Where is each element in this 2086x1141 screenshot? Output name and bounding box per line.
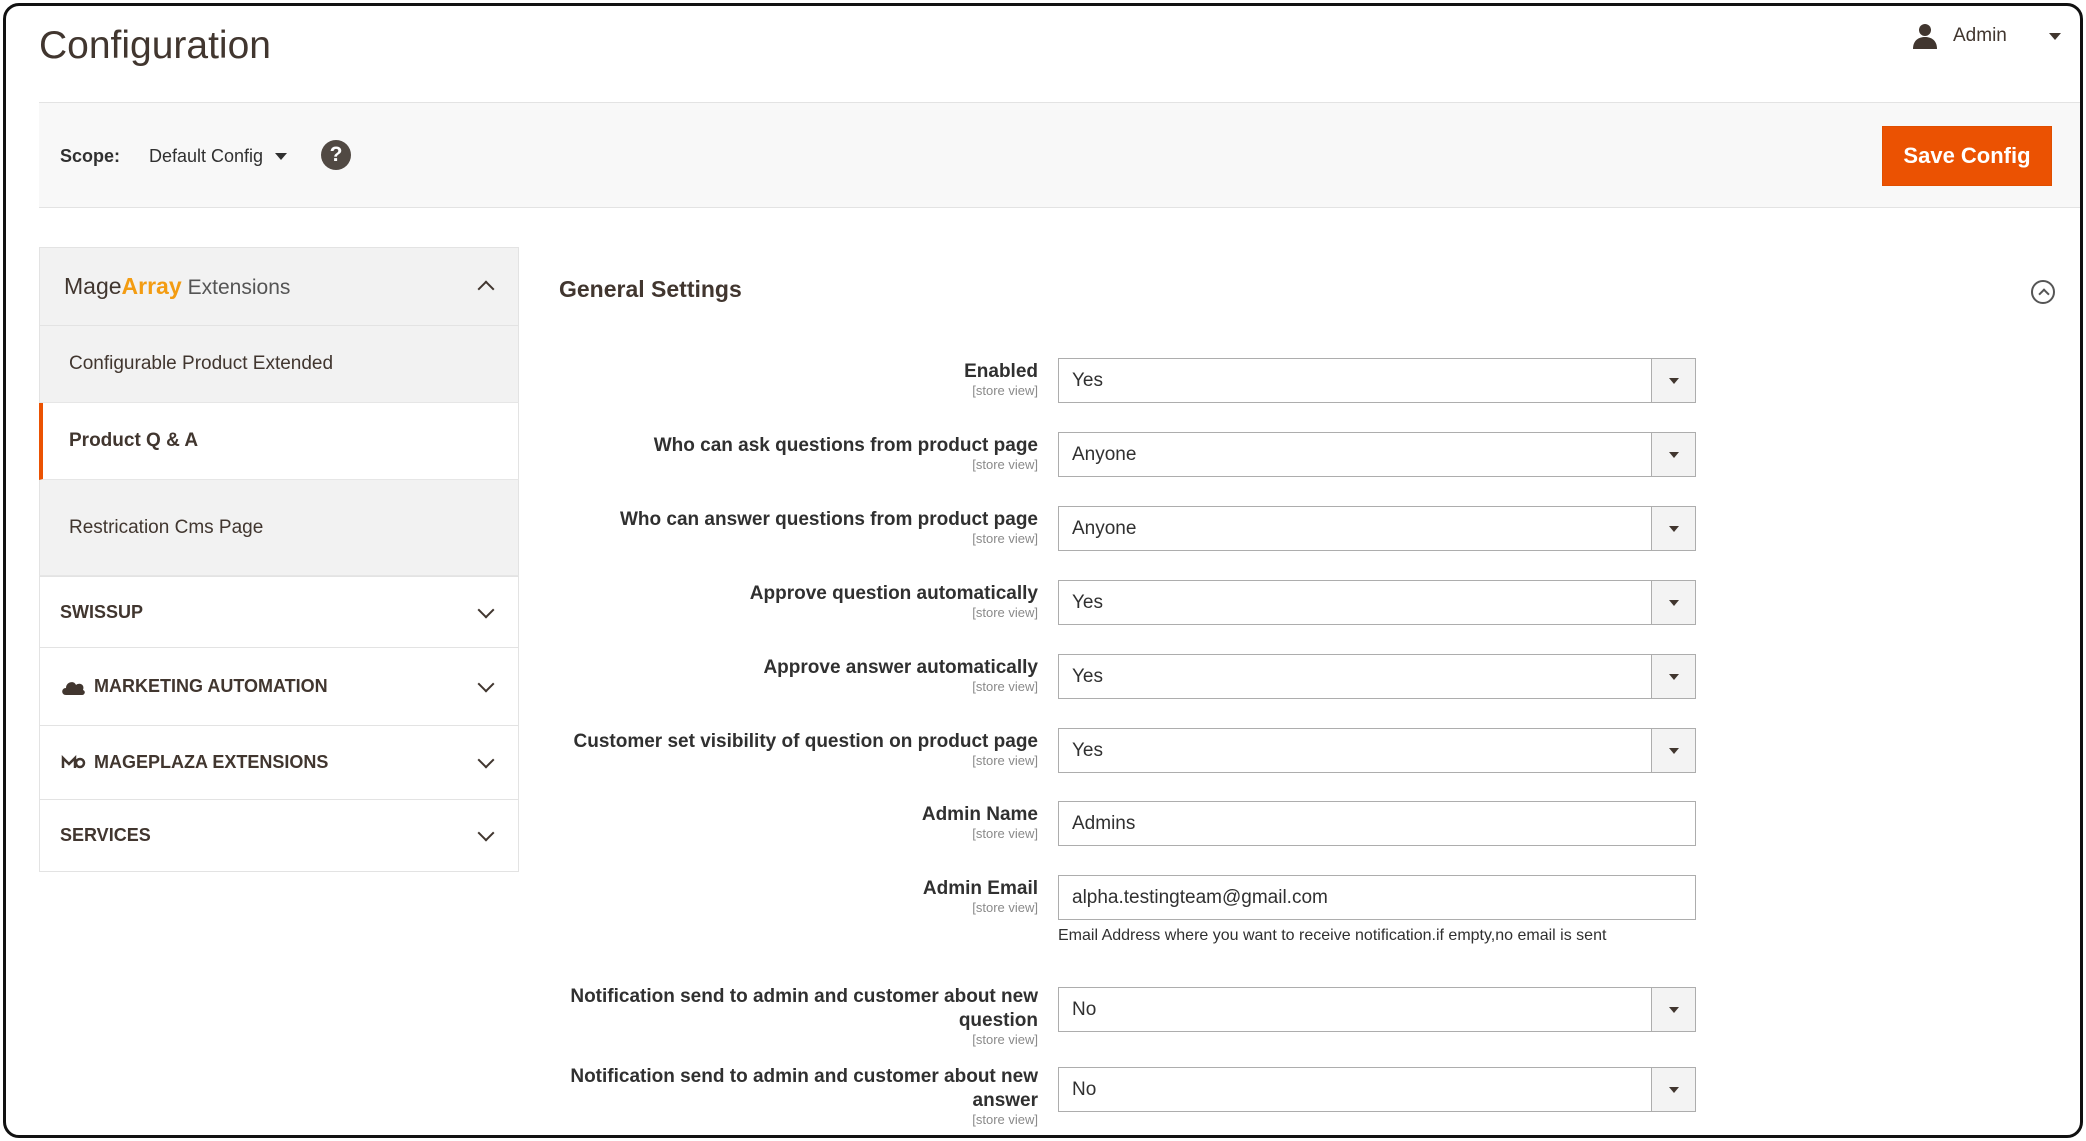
field-label-text: Approve answer automatically — [763, 657, 1038, 678]
customer-visibility-select[interactable] — [1058, 728, 1696, 773]
group-label: SERVICES — [60, 825, 151, 845]
person-icon — [1911, 22, 1939, 50]
page-title: Configuration — [39, 24, 271, 67]
select-arrow-icon — [1651, 581, 1695, 624]
chevron-down-icon — [478, 752, 495, 769]
field-label-text: Customer set visibility of question on product page — [573, 731, 1038, 752]
who-can-ask-select[interactable] — [1058, 432, 1696, 477]
brand-mage: Mage — [64, 273, 122, 299]
select-arrow-icon — [1651, 1068, 1695, 1111]
field-label-text: Admin Email — [922, 878, 1038, 899]
select-arrow-icon — [1651, 988, 1695, 1031]
scope-note: [store view] — [972, 605, 1038, 620]
notify-question-select[interactable] — [1058, 987, 1696, 1032]
chevron-down-icon — [478, 825, 495, 842]
select-value: Yes — [1072, 665, 1103, 687]
section-title[interactable]: General Settings — [559, 276, 742, 302]
chevron-down-icon — [2049, 33, 2061, 40]
field-label — [559, 730, 1038, 768]
scope-note: [store view] — [972, 457, 1038, 472]
field-label — [559, 877, 1038, 915]
enabled-select[interactable] — [1058, 358, 1696, 403]
sidebar-item-label: Restrication Cms Page — [69, 516, 264, 538]
sidebar-group-swissup[interactable] — [39, 576, 519, 648]
save-config-button[interactable]: Save Config — [1882, 126, 2052, 186]
select-value: Anyone — [1072, 443, 1137, 465]
brand-extensions: Extensions — [187, 276, 291, 299]
who-can-answer-select[interactable] — [1058, 506, 1696, 551]
help-icon[interactable]: ? — [321, 140, 351, 170]
scope-note: [store view] — [972, 679, 1038, 694]
sidebar-item-configurable-product-extended[interactable] — [39, 326, 519, 403]
select-value: Anyone — [1072, 517, 1137, 539]
select-arrow-icon — [1651, 359, 1695, 402]
brand-array: Array — [121, 273, 182, 299]
sidebar-group-services[interactable] — [39, 800, 519, 872]
admin-name-input[interactable] — [1058, 801, 1696, 846]
scope-note: [store view] — [972, 900, 1038, 915]
notify-answer-select[interactable] — [1058, 1067, 1696, 1112]
select-value: No — [1072, 1078, 1097, 1100]
config-sidebar — [39, 247, 519, 872]
field-label — [559, 508, 1038, 546]
select-value: Yes — [1072, 369, 1103, 391]
sidebar-item-product-qa[interactable] — [39, 403, 519, 480]
scope-switcher[interactable] — [149, 146, 287, 167]
chevron-down-icon — [478, 602, 495, 619]
cloud-icon — [60, 677, 86, 697]
field-label-text: Enabled — [964, 361, 1038, 382]
approve-answer-select[interactable] — [1058, 654, 1696, 699]
chevron-up-icon — [478, 281, 495, 298]
collapse-icon[interactable] — [2031, 280, 2055, 304]
window-frame — [3, 3, 2083, 1138]
field-label-text: Who can answer questions from product page — [619, 509, 1038, 530]
field-label-text: Notification send to admin and customer about new question — [570, 986, 1038, 1031]
field-label — [559, 434, 1038, 472]
select-value: Yes — [1072, 739, 1103, 761]
scope-bar — [39, 102, 2083, 208]
scope-value: Default Config — [149, 146, 264, 166]
sidebar-group-marketing-automation[interactable] — [39, 648, 519, 726]
group-label: MAGEPLAZA EXTENSIONS — [94, 752, 329, 772]
admin-user-menu[interactable] — [1911, 22, 2061, 50]
select-value: Yes — [1072, 591, 1103, 613]
field-label-text: Admin Name — [921, 804, 1038, 825]
field-label — [559, 985, 1038, 1047]
field-label — [559, 582, 1038, 620]
field-label — [559, 1065, 1038, 1127]
sidebar-item-label: Configurable Product Extended — [69, 353, 334, 374]
select-arrow-icon — [1651, 655, 1695, 698]
select-value: No — [1072, 998, 1097, 1020]
sidebar-tab-magearray[interactable] — [39, 247, 519, 326]
scope-note: [store view] — [972, 1032, 1038, 1047]
admin-email-note: Email Address where you want to receive notification.if empty,no email is sent — [1058, 927, 1607, 944]
scope-note: [store view] — [972, 826, 1038, 841]
caret-down-icon — [275, 153, 287, 160]
mageplaza-logo-icon — [60, 753, 86, 773]
select-arrow-icon — [1651, 729, 1695, 772]
scope-label: Scope: — [60, 146, 121, 166]
group-label: SWISSUP — [60, 601, 144, 622]
sidebar-group-mageplaza-extensions[interactable] — [39, 726, 519, 800]
scope-note: [store view] — [972, 753, 1038, 768]
select-arrow-icon — [1651, 433, 1695, 476]
field-label-text: Who can ask questions from product page — [653, 435, 1038, 456]
field-label-text: Notification send to admin and customer about new answer — [570, 1066, 1038, 1111]
scope-note: [store view] — [972, 1112, 1038, 1127]
approve-question-select[interactable] — [1058, 580, 1696, 625]
field-label — [559, 803, 1038, 841]
admin-email-input[interactable] — [1058, 875, 1696, 920]
admin-username: Admin — [1953, 25, 2007, 46]
group-label: MARKETING AUTOMATION — [94, 676, 328, 696]
field-label — [559, 656, 1038, 694]
field-label-text: Approve question automatically — [749, 583, 1038, 604]
select-arrow-icon — [1651, 507, 1695, 550]
field-label — [559, 360, 1038, 398]
scope-note: [store view] — [972, 531, 1038, 546]
scope-note: [store view] — [972, 383, 1038, 398]
chevron-down-icon — [478, 676, 495, 693]
sidebar-item-label: Product Q & A — [69, 430, 199, 451]
sidebar-item-restrication-cms-page[interactable] — [39, 480, 519, 576]
